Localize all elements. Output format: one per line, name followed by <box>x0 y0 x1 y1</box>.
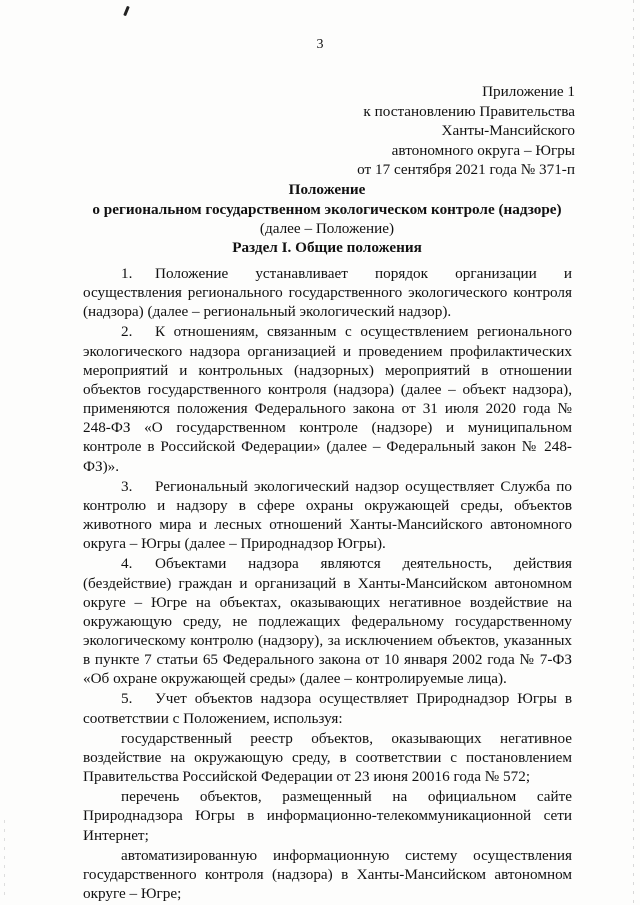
paragraph-text: Положение устанавливает порядок организации и осуществления регионального государственного экологического контроля (надзора) (далее – региональный экологический надзор). <box>83 265 572 321</box>
appendix-block <box>357 82 575 180</box>
section-title: Раздел I. Общие положения <box>232 239 422 256</box>
paragraph-number: 5. <box>121 690 133 708</box>
list-item: перечень объектов, размещенный на официальном сайте Природнадзора Югры в информационно-телекоммуникационной сети Интернет; <box>83 788 572 844</box>
scan-edge-left <box>4 820 5 900</box>
paragraph <box>83 689 572 727</box>
appendix-line: Приложение 1 <box>482 83 575 100</box>
paragraph-text: Региональный экологический надзор осуществляет Служба по контролю и надзору в сфере охраны окружающей среды, объектов животного мира и лесных отношений Ханты-Мансийского автономного округа – Югры (далее – Природнадзор Югры). <box>83 477 572 553</box>
paragraph-text: Учет объектов надзора осуществляет Природнадзор Югры в соответствии с Положением, используя: <box>83 690 572 727</box>
paragraph-number: 2. <box>121 323 133 341</box>
title-line: о региональном государственном экологическом контроле (надзоре) <box>92 200 562 218</box>
paragraph-number: 3. <box>121 477 133 495</box>
scan-artifact-mark <box>123 6 130 16</box>
paragraph-text: Объектами надзора являются деятельность, действия (бездействие) граждан и организаций в Ханты-Мансийском автономном округе – Югре на объектах, оказывающих негативное воздействие на окружающую среду, не подлежащих федеральному государственному экологическому контролю (надзору), за исключением объектов, указанных в пункте 7 статьи 65 Федерального закона от 10 января 2002 года № 7-ФЗ «Об охране окружающей среды» (далее – контролируемые лица). <box>83 555 572 688</box>
appendix-line: автономного округа – Югры <box>391 141 575 159</box>
paragraph-text: К отношениям, связанным с осуществлением регионального экологического надзора организацией и проведением профилактических мероприятий и контрольных (надзорных) мероприятий в отношении объектов государственного контроля (надзора) (далее – объект надзора), применяются положения Федерального закона от 31 июля 2020 года № 248-ФЗ «О государственном контроле (надзоре) и муниципальном контроле в Российской Федерации» (далее – Федеральный закон № 248-ФЗ)». <box>83 323 572 475</box>
paragraph <box>83 322 572 475</box>
page-number: 3 <box>316 37 324 52</box>
title-subline: (далее – Положение) <box>259 220 395 237</box>
paragraph <box>83 477 572 554</box>
scan-edge-right <box>633 0 634 905</box>
appendix-line: Ханты-Мансийского <box>441 122 575 139</box>
paragraph <box>83 264 572 321</box>
document-title <box>80 180 574 239</box>
list-item: автоматизированную информационную систему осуществления государственного контроля (надзора) в Ханты-Мансийском автономном округе – Югре; <box>83 846 572 902</box>
paragraph-number: 4. <box>121 555 133 573</box>
paragraph-number: 1. <box>121 265 133 282</box>
document-body <box>83 263 572 903</box>
paragraph <box>83 554 572 688</box>
appendix-line: от 17 сентября 2021 года № 371-п <box>357 161 575 178</box>
appendix-line: к постановлению Правительства <box>363 102 575 120</box>
title-line: Положение <box>288 181 366 198</box>
list-item: государственный реестр объектов, оказывающих негативное воздействие на окружающую среду, в соответствии с постановлением Правительства Российской Федерации от 23 июня 20016 года № 572; <box>83 729 572 786</box>
